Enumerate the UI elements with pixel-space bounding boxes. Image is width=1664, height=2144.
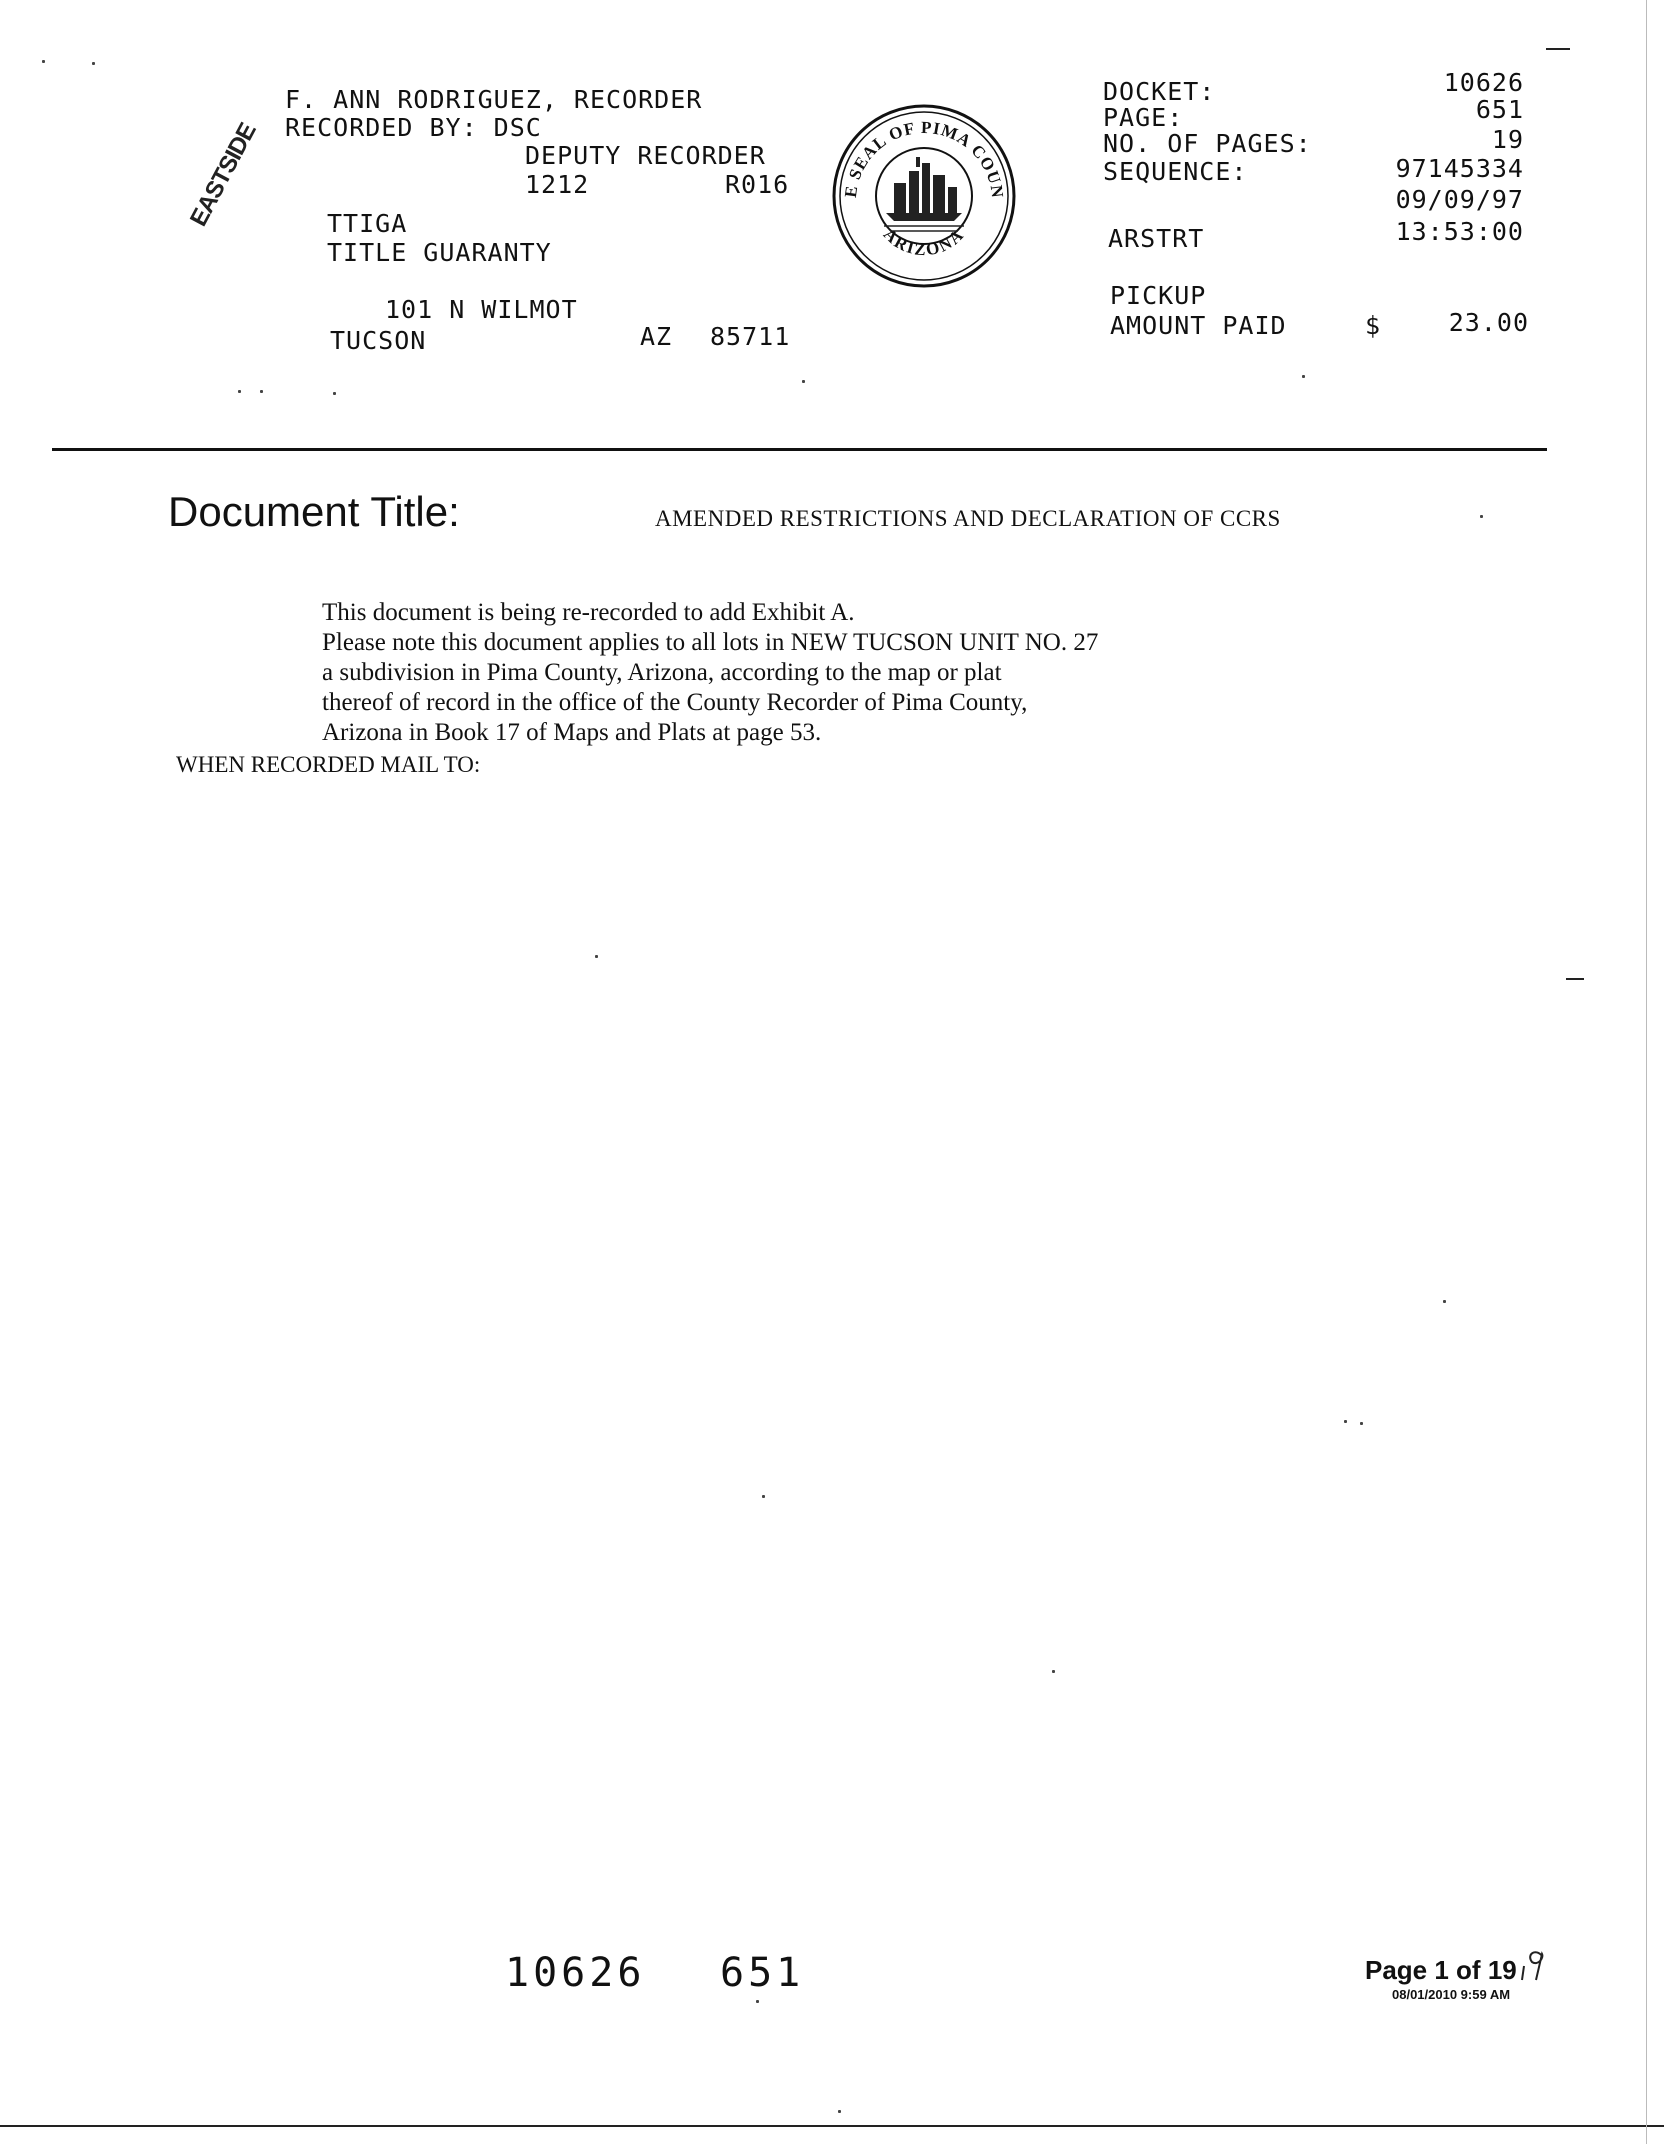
sequence-label: SEQUENCE: (1103, 157, 1248, 186)
scan-speck (756, 2000, 759, 2003)
scan-speck (333, 392, 336, 395)
pima-county-seal (805, 82, 1008, 272)
sequence-value: 97145334 (1395, 154, 1524, 183)
scan-speck (1052, 1670, 1055, 1673)
pages-value: 19 (1491, 125, 1524, 154)
seal-graphic (824, 101, 1024, 291)
currency-symbol: $ (1365, 311, 1382, 340)
bottom-edge-line (0, 2125, 1664, 2127)
right-edge-line (1646, 0, 1647, 2144)
scan-speck (42, 60, 45, 63)
scan-speck (92, 62, 95, 65)
right-edge-mark (1566, 978, 1584, 980)
scan-speck (260, 390, 263, 393)
state: AZ (640, 322, 673, 351)
scan-speck (762, 1495, 765, 1498)
scan-speck (1443, 1300, 1446, 1303)
document-title-label: Document Title: (168, 488, 460, 535)
recorder-name: F. ANN RODRIGUEZ, RECORDER (285, 85, 703, 114)
handwritten-mark (1497, 1925, 1537, 1965)
company-name: TITLE GUARANTY (327, 238, 552, 267)
arstrt-label: ARSTRT (1108, 224, 1205, 253)
body-line-1: This document is being re-recorded to add Exhibit A. (322, 599, 855, 626)
seal-top-text: E SEAL OF PIMA COUN (841, 117, 1008, 200)
scan-speck (838, 2110, 841, 2113)
page-value: 651 (1475, 95, 1524, 124)
eastside-stamp: EASTSIDE (185, 119, 262, 231)
svg-text:ARIZONA (880, 225, 968, 260)
scan-speck (1344, 1420, 1347, 1423)
header-divider (52, 448, 1547, 451)
footer-docket: 10626 (505, 1950, 646, 1996)
city: TUCSON (330, 326, 427, 355)
deputy-recorder: DEPUTY RECORDER (525, 141, 766, 170)
recorder-code-1: 1212 (525, 170, 590, 199)
pages-label: NO. OF PAGES: (1103, 129, 1312, 158)
body-line-5: Arizona in Book 17 of Maps and Plats at page 53. (322, 719, 822, 746)
page-label: PAGE: (1103, 103, 1184, 132)
handwritten-nine-icon (1516, 1944, 1556, 1984)
document-title-value: AMENDED RESTRICTIONS AND DECLARATION OF CCRS (655, 506, 1281, 531)
street-address: 101 N WILMOT (385, 295, 578, 324)
recording-date: 09/09/97 (1395, 185, 1524, 214)
docket-label: DOCKET: (1103, 77, 1216, 106)
footer-timestamp: 08/01/2010 9:59 AM (1392, 1987, 1511, 2002)
recorded-by: RECORDED BY: DSC (285, 113, 542, 142)
mail-to-label: WHEN RECORDED MAIL TO: (176, 752, 481, 777)
scan-speck (595, 955, 598, 958)
footer-page: 651 (720, 1950, 805, 1996)
amount-label: AMOUNT PAID (1110, 311, 1287, 340)
scan-speck (1480, 515, 1483, 518)
docket-value: 10626 (1443, 68, 1524, 97)
scan-speck (1302, 375, 1305, 378)
amount-value: 23.00 (1448, 308, 1529, 337)
pickup-label: PICKUP (1110, 281, 1207, 310)
scan-speck (238, 390, 241, 393)
body-line-2: Please note this document applies to all lots in NEW TUCSON UNIT NO. 27 (322, 629, 1099, 656)
scan-speck (1360, 1422, 1363, 1425)
seal-bottom-text: ARIZONA (880, 224, 969, 260)
recording-time: 13:53:00 (1395, 217, 1524, 246)
top-right-mark (1546, 48, 1570, 50)
zip: 85711 (710, 322, 791, 351)
footer-page-count: Page 1 of 19 (1365, 1955, 1517, 1985)
recorder-code-2: R016 (725, 170, 790, 199)
body-line-4: thereof of record in the office of the County Recorder of Pima County, (322, 689, 1028, 716)
body-line-3: a subdivision in Pima County, Arizona, according to the map or plat (322, 659, 1002, 686)
company-code: TTIGA (327, 209, 408, 238)
scan-speck (802, 380, 805, 383)
